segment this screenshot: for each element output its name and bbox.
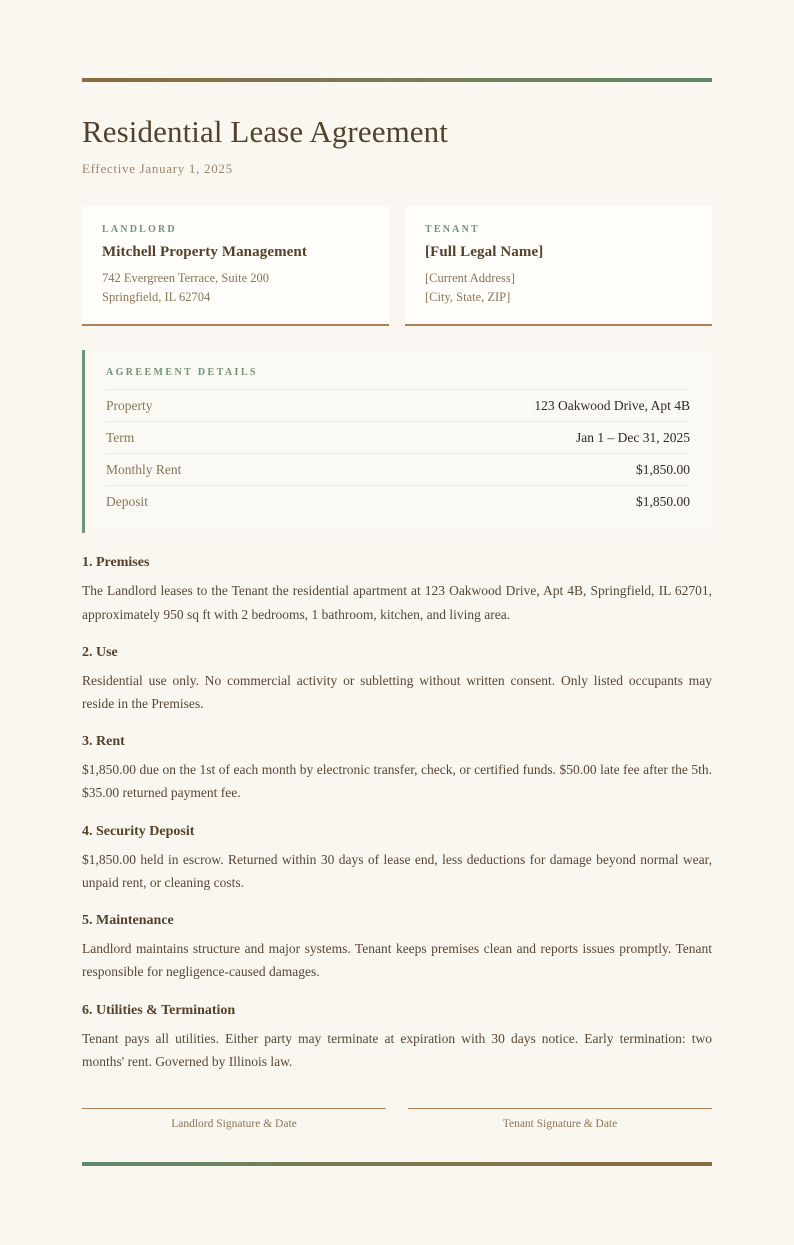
clause-heading: 4. Security Deposit — [82, 823, 195, 839]
detail-value: $1,850.00 — [636, 462, 690, 478]
clause-body: Landlord maintains structure and major systems. Tenant keeps premises clean and reports issues promptly. Tenant responsible for negligence-caused damages. — [82, 941, 712, 980]
tenant-card — [405, 206, 712, 327]
clause-utilities-termination — [82, 1003, 712, 1073]
detail-label: Term — [106, 430, 135, 446]
detail-label: Deposit — [106, 494, 148, 510]
table-row — [106, 485, 690, 517]
landlord-name: Mitchell Property Management — [102, 243, 307, 260]
table-row — [106, 421, 690, 453]
clause-body: Tenant pays all utilities. Either party may terminate at expiration with 30 days notice. Early termination: two months' rent. Governed by Illinois law. — [82, 1030, 712, 1069]
landlord-role-label: LANDLORD — [102, 223, 177, 235]
clause-heading: 2. Use — [82, 644, 118, 660]
tenant-address-placeholder-line-1: [Current Address] — [425, 270, 515, 285]
clause-maintenance — [82, 913, 712, 983]
clause-rent — [82, 734, 712, 804]
footer-accent-rule — [82, 1162, 712, 1166]
table-row — [106, 389, 690, 421]
signature-row — [82, 1108, 712, 1130]
detail-label: Property — [106, 398, 153, 414]
page-title: Residential Lease Agreement — [82, 114, 448, 149]
clause-body: Residential use only. No commercial activity or subletting without written consent. Only listed occupants may reside in the Premises. — [82, 672, 712, 712]
table-row — [106, 453, 690, 485]
clause-heading: 6. Utilities & Termination — [82, 1002, 236, 1018]
clause-premises — [82, 555, 712, 625]
clause-heading: 3. Rent — [82, 734, 125, 750]
tenant-role-label: TENANT — [425, 223, 480, 235]
clause-body: $1,850.00 held in escrow. Returned within 30 days of lease end, less deductions for damage beyond normal wear, unpaid rent, or cleaning costs. — [82, 851, 712, 890]
detail-value: 123 Oakwood Drive, Apt 4B — [534, 398, 690, 414]
detail-value: $1,850.00 — [636, 494, 690, 510]
tenant-signature-label: Tenant Signature & Date — [502, 1118, 618, 1131]
tenant-address-placeholder-line-2: [City, State, ZIP] — [425, 290, 511, 305]
landlord-signature-label: Landlord Signature & Date — [171, 1118, 297, 1131]
header-accent-rule — [82, 78, 712, 82]
clause-body: The Landlord leases to the Tenant the residential apartment at 123 Oakwood Drive, Apt 4B, Springfield, IL 62701, approximately 950 sq ft with 2 bedrooms, 1 bathroom, kitchen, and living area. — [82, 583, 712, 622]
tenant-signature-block[interactable] — [408, 1108, 712, 1130]
landlord-card — [82, 206, 389, 327]
clauses — [82, 555, 712, 1073]
detail-label: Monthly Rent — [106, 462, 182, 478]
agreement-details-panel — [82, 350, 712, 533]
landlord-address-line-2: Springfield, IL 62704 — [102, 290, 211, 305]
parties-row — [82, 206, 712, 327]
detail-value: Jan 1 – Dec 31, 2025 — [576, 430, 690, 446]
agreement-details-heading: AGREEMENT DETAILS — [106, 367, 258, 379]
clause-heading: 1. Premises — [82, 555, 150, 571]
clause-heading: 5. Maintenance — [82, 913, 174, 929]
effective-date: Effective January 1, 2025 — [82, 160, 233, 176]
tenant-name-placeholder: [Full Legal Name] — [425, 243, 544, 260]
landlord-address-line-1: 742 Evergreen Terrace, Suite 200 — [102, 270, 270, 285]
clause-body: $1,850.00 due on the 1st of each month by electronic transfer, check, or certified funds. $50.00 late fee after the 5th. $35.00 returned payment fee. — [82, 762, 712, 801]
landlord-signature-block[interactable] — [82, 1108, 386, 1130]
clause-security-deposit — [82, 824, 712, 894]
clause-use — [82, 645, 712, 715]
